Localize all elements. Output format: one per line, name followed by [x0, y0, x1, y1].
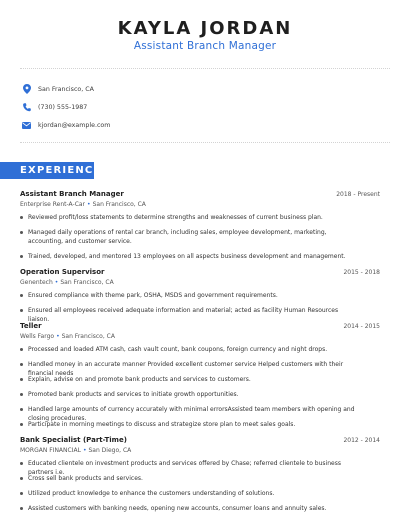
separator-dot: • — [54, 279, 59, 286]
job-meta — [20, 201, 146, 208]
candidate-title: Assistant Branch Manager — [133, 40, 277, 52]
experience-section-header: EXPERIENCE — [0, 162, 94, 179]
job-bullet: Explain, advise on and promote bank products and services to customers. — [20, 375, 360, 384]
job-company: Genentech — [20, 279, 53, 286]
job-title: Operation Supervisor — [20, 268, 105, 276]
job-title: Bank Specialist (Part-Time) — [20, 436, 127, 444]
job-bullet: Promoted bank products and services to initiate growth opportunities. — [20, 390, 360, 399]
email-text: kjordan@example.com — [38, 121, 111, 129]
location-pin-icon — [22, 83, 31, 95]
divider — [20, 142, 390, 143]
job-dates: 2012 - 2014 — [343, 437, 380, 444]
job-location: San Diego, CA — [88, 447, 132, 454]
job-location: San Francisco, CA — [61, 333, 115, 340]
divider — [20, 68, 390, 69]
separator-dot: • — [82, 447, 87, 454]
job-bullet: Handled large amounts of currency accurately with minimal errorsAssisted team members with opening and closing procedures. — [20, 405, 360, 423]
phone-text: (730) 555-1987 — [38, 103, 88, 111]
email-icon — [22, 119, 31, 131]
job-dates: 2014 - 2015 — [343, 323, 380, 330]
job-meta — [20, 447, 131, 454]
job-meta — [20, 333, 115, 340]
job-bullet: Utilized product knowledge to enhance the customers understanding of solutions. — [20, 489, 360, 498]
job-bullet: Ensured compliance with theme park, OSHA, MSDS and government requirements. — [20, 291, 360, 300]
job-bullet: Handled money in an accurate manner Provided excellent customer service Helped customers with their financial needs — [20, 360, 360, 378]
job-bullet: Participate in morning meetings to discuss and strategize store plan to meet sales goals. — [20, 420, 360, 429]
contact-location — [22, 82, 94, 96]
job-dates: 2018 - Present — [336, 191, 380, 198]
job-company: Wells Fargo — [20, 333, 55, 340]
job-bullet: Reviewed profit/loss statements to determine strengths and weaknesses of current business plan. — [20, 213, 360, 222]
job-bullet: Cross sell bank products and services. — [20, 474, 360, 483]
job-title: Assistant Branch Manager — [20, 190, 124, 198]
separator-dot: • — [87, 201, 91, 208]
job-bullet: Educated clientele on investment products and services offered by Chase; referred clientele to business partners i.e. — [20, 459, 360, 477]
job-bullet: Processed and loaded ATM cash, cash vault count, bank coupons, foreign currency and night drops. — [20, 345, 360, 354]
job-location: San Francisco, CA — [60, 279, 114, 286]
phone-icon — [22, 101, 31, 113]
job-location: San Francisco, CA — [92, 201, 146, 208]
candidate-name: KAYLA JORDAN — [117, 18, 293, 39]
job-bullet: Managed daily operations of rental car branch, including sales, employee development, marketing, accounting, and customer service. — [20, 228, 360, 246]
contact-phone — [22, 100, 87, 114]
job-company: Enterprise Rent-A-Car — [20, 201, 86, 208]
separator-dot: • — [56, 333, 60, 340]
job-bullet: Trained, developed, and mentored 13 employees on all aspects business development and management. — [20, 252, 360, 261]
job-bullet: Assisted customers with banking needs, opening new accounts, consumer loans and annuity sales. — [20, 504, 360, 513]
job-meta — [20, 279, 114, 286]
job-company: MORGAN FINANCIAL — [20, 447, 81, 454]
location-text: San Francisco, CA — [38, 85, 94, 93]
job-dates: 2015 - 2018 — [343, 269, 380, 276]
contact-email — [22, 118, 110, 132]
job-title: Teller — [20, 322, 42, 330]
job-bullet: Ensured all employees received adequate information and material; acted as facility Human Resources liaison. — [20, 306, 360, 324]
